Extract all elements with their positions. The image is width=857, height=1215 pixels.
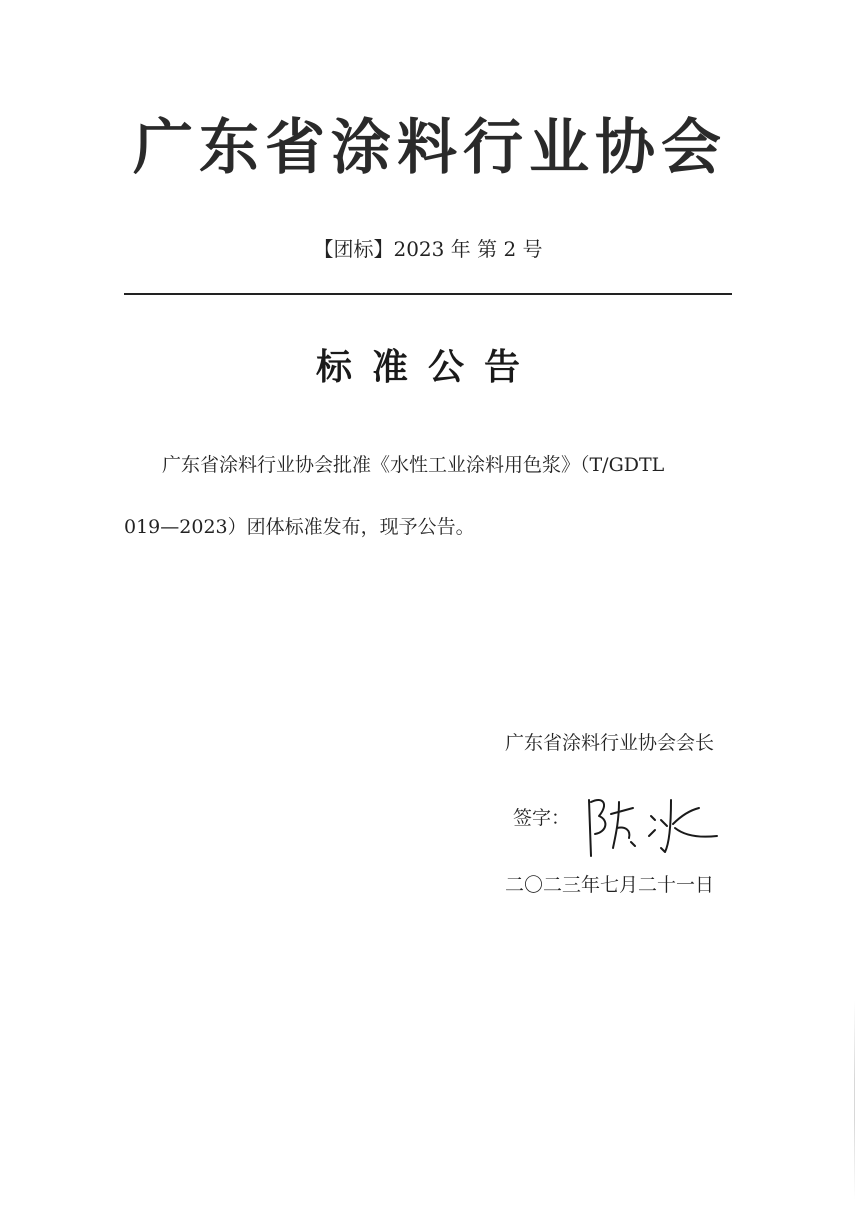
issue-date: 二〇二三年七月二十一日 — [505, 874, 715, 896]
notice-title: 标准公告 — [315, 347, 540, 388]
header-divider — [124, 293, 732, 295]
scan-edge-shadow — [854, 1000, 855, 1200]
document-number: 【团标】2023 年 第 2 号 — [313, 237, 543, 261]
organization-masthead: 广东省涂料行业协会 — [133, 113, 727, 183]
notice-body-line-2: 019—2023）团体标准发布，现予公告。 — [124, 516, 475, 538]
handwritten-signature — [575, 786, 725, 866]
sign-label: 签字： — [513, 807, 571, 829]
signatory-organization: 广东省涂料行业协会会长 — [505, 732, 715, 754]
notice-body — [124, 446, 732, 546]
notice-body-line-1: 广东省涂料行业协会批准《水性工业涂料用色浆》（T/GDTL — [162, 454, 665, 476]
